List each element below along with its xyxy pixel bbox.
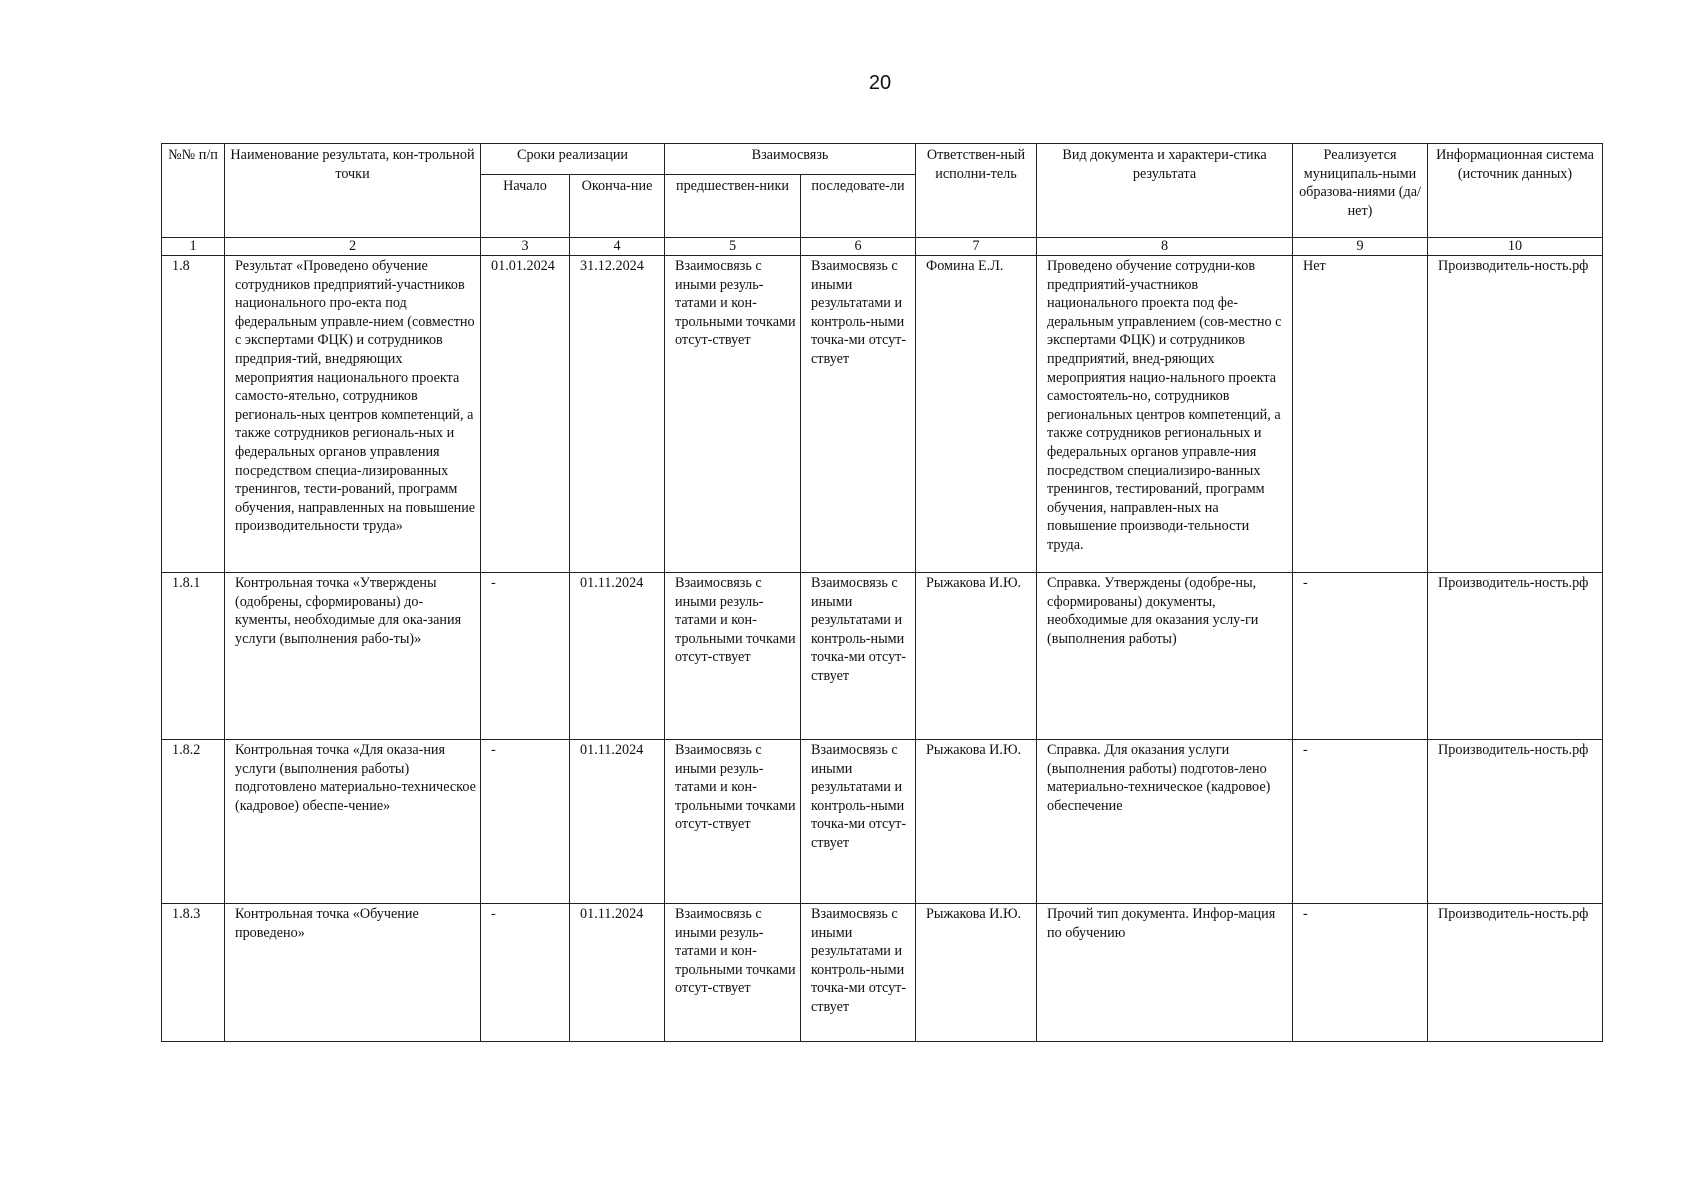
column-number: 8 <box>1037 238 1293 256</box>
column-number: 7 <box>916 238 1037 256</box>
row-successors: Взаимосвязь с иными результатами и контроль-ными точка-ми отсут-ствует <box>801 573 916 740</box>
table-row <box>162 740 1603 904</box>
row-successors: Взаимосвязь с иными результатами и контроль-ными точка-ми отсут-ствует <box>801 904 916 1042</box>
header-predecessors: предшествен-ники <box>665 175 801 238</box>
row-doc-type: Справка. Утверждены (одобре-ны, сформированы) документы, необходимые для оказания услу-ги (выполнения работы) <box>1037 573 1293 740</box>
row-end: 01.11.2024 <box>570 904 665 1042</box>
row-num: 1.8 <box>162 256 225 573</box>
header-row-1 <box>162 144 1603 175</box>
row-num: 1.8.1 <box>162 573 225 740</box>
header-terms: Сроки реализации <box>481 144 665 175</box>
row-predecessors: Взаимосвязь с иными резуль-татами и кон-трольными точками отсут-ствует <box>665 904 801 1042</box>
row-predecessors: Взаимосвязь с иными резуль-татами и кон-трольными точками отсут-ствует <box>665 740 801 904</box>
column-number: 10 <box>1428 238 1603 256</box>
header-doc-type: Вид документа и характери-стика результата <box>1037 144 1293 238</box>
header-num: №№ п/п <box>162 144 225 238</box>
row-successors: Взаимосвязь с иными результатами и контроль-ными точка-ми отсут-ствует <box>801 256 916 573</box>
row-name: Контрольная точка «Обучение проведено» <box>225 904 481 1042</box>
row-doc-type: Прочий тип документа. Инфор-мация по обучению <box>1037 904 1293 1042</box>
row-start: - <box>481 904 570 1042</box>
row-municipal: - <box>1293 573 1428 740</box>
column-number: 3 <box>481 238 570 256</box>
row-end: 01.11.2024 <box>570 573 665 740</box>
column-number: 9 <box>1293 238 1428 256</box>
header-end: Оконча-ние <box>570 175 665 238</box>
header-name: Наименование результата, кон-трольной точки <box>225 144 481 238</box>
row-doc-type: Справка. Для оказания услуги (выполнения работы) подготов-лено материально-техническое (кадровое) обеспечение <box>1037 740 1293 904</box>
results-table <box>161 143 1603 1042</box>
page-number: 20 <box>868 72 892 94</box>
column-number: 1 <box>162 238 225 256</box>
row-municipal: - <box>1293 740 1428 904</box>
column-numbers-row <box>162 238 1603 256</box>
header-successors: последовате-ли <box>801 175 916 238</box>
row-name: Результат «Проведено обучение сотрудников предприятий-участников национального про-екта под федеральным управле-нием (совместно с экспертами ФЦК) и сотрудников предприя-тий, внедряющих мероприятия национального проекта самосто-ятельно, сотрудников региональ-ных центров компетенций, а также сотрудников региональ-ных и федеральных органов управления посредством специа-лизированных тренингов, тести-рований, программ обучения, направленных на повышение производительности труда» <box>225 256 481 573</box>
row-municipal: Нет <box>1293 256 1428 573</box>
row-name: Контрольная точка «Утверждены (одобрены, сформированы) до-кументы, необходимые для ока-зания услуги (выполнения рабо-ты)» <box>225 573 481 740</box>
header-info-system: Информационная система (источник данных) <box>1428 144 1603 238</box>
row-municipal: - <box>1293 904 1428 1042</box>
header-responsible: Ответствен-ный исполни-тель <box>916 144 1037 238</box>
row-info-system: Производитель-ность.рф <box>1428 904 1603 1042</box>
row-end: 01.11.2024 <box>570 740 665 904</box>
row-successors: Взаимосвязь с иными результатами и контроль-ными точка-ми отсут-ствует <box>801 740 916 904</box>
row-info-system: Производитель-ность.рф <box>1428 740 1603 904</box>
row-start: - <box>481 740 570 904</box>
row-responsible: Фомина Е.Л. <box>916 256 1037 573</box>
row-num: 1.8.2 <box>162 740 225 904</box>
row-start: - <box>481 573 570 740</box>
row-info-system: Производитель-ность.рф <box>1428 256 1603 573</box>
row-info-system: Производитель-ность.рф <box>1428 573 1603 740</box>
column-number: 4 <box>570 238 665 256</box>
table-row <box>162 904 1603 1042</box>
row-responsible: Рыжакова И.Ю. <box>916 573 1037 740</box>
row-num: 1.8.3 <box>162 904 225 1042</box>
header-municipal: Реализуется муниципаль-ными образова-ниями (да/нет) <box>1293 144 1428 238</box>
table-row <box>162 573 1603 740</box>
row-predecessors: Взаимосвязь с иными резуль-татами и кон-трольными точками отсут-ствует <box>665 256 801 573</box>
row-predecessors: Взаимосвязь с иными резуль-татами и кон-трольными точками отсут-ствует <box>665 573 801 740</box>
column-number: 2 <box>225 238 481 256</box>
header-relation: Взаимосвязь <box>665 144 916 175</box>
row-responsible: Рыжакова И.Ю. <box>916 740 1037 904</box>
header-start: Начало <box>481 175 570 238</box>
row-start: 01.01.2024 <box>481 256 570 573</box>
row-doc-type: Проведено обучение сотрудни-ков предприятий-участников национального проекта под фе-деральным управлением (сов-местно с экспертами ФЦК) и сотрудников предприятий, внед-ряющих мероприятия нацио-нального проекта самостоятель-но, сотрудников региональных центров компетенций, а также сотрудников региональных и федеральных органов управле-ния посредством специализиро-ванных тренингов, тестирований, программ обучения, направлен-ных на повышение производи-тельности труда. <box>1037 256 1293 573</box>
row-responsible: Рыжакова И.Ю. <box>916 904 1037 1042</box>
column-number: 6 <box>801 238 916 256</box>
table-row <box>162 256 1603 573</box>
row-end: 31.12.2024 <box>570 256 665 573</box>
row-name: Контрольная точка «Для оказа-ния услуги (выполнения работы) подготовлено материально-техническое (кадровое) обеспе-чение» <box>225 740 481 904</box>
column-number: 5 <box>665 238 801 256</box>
